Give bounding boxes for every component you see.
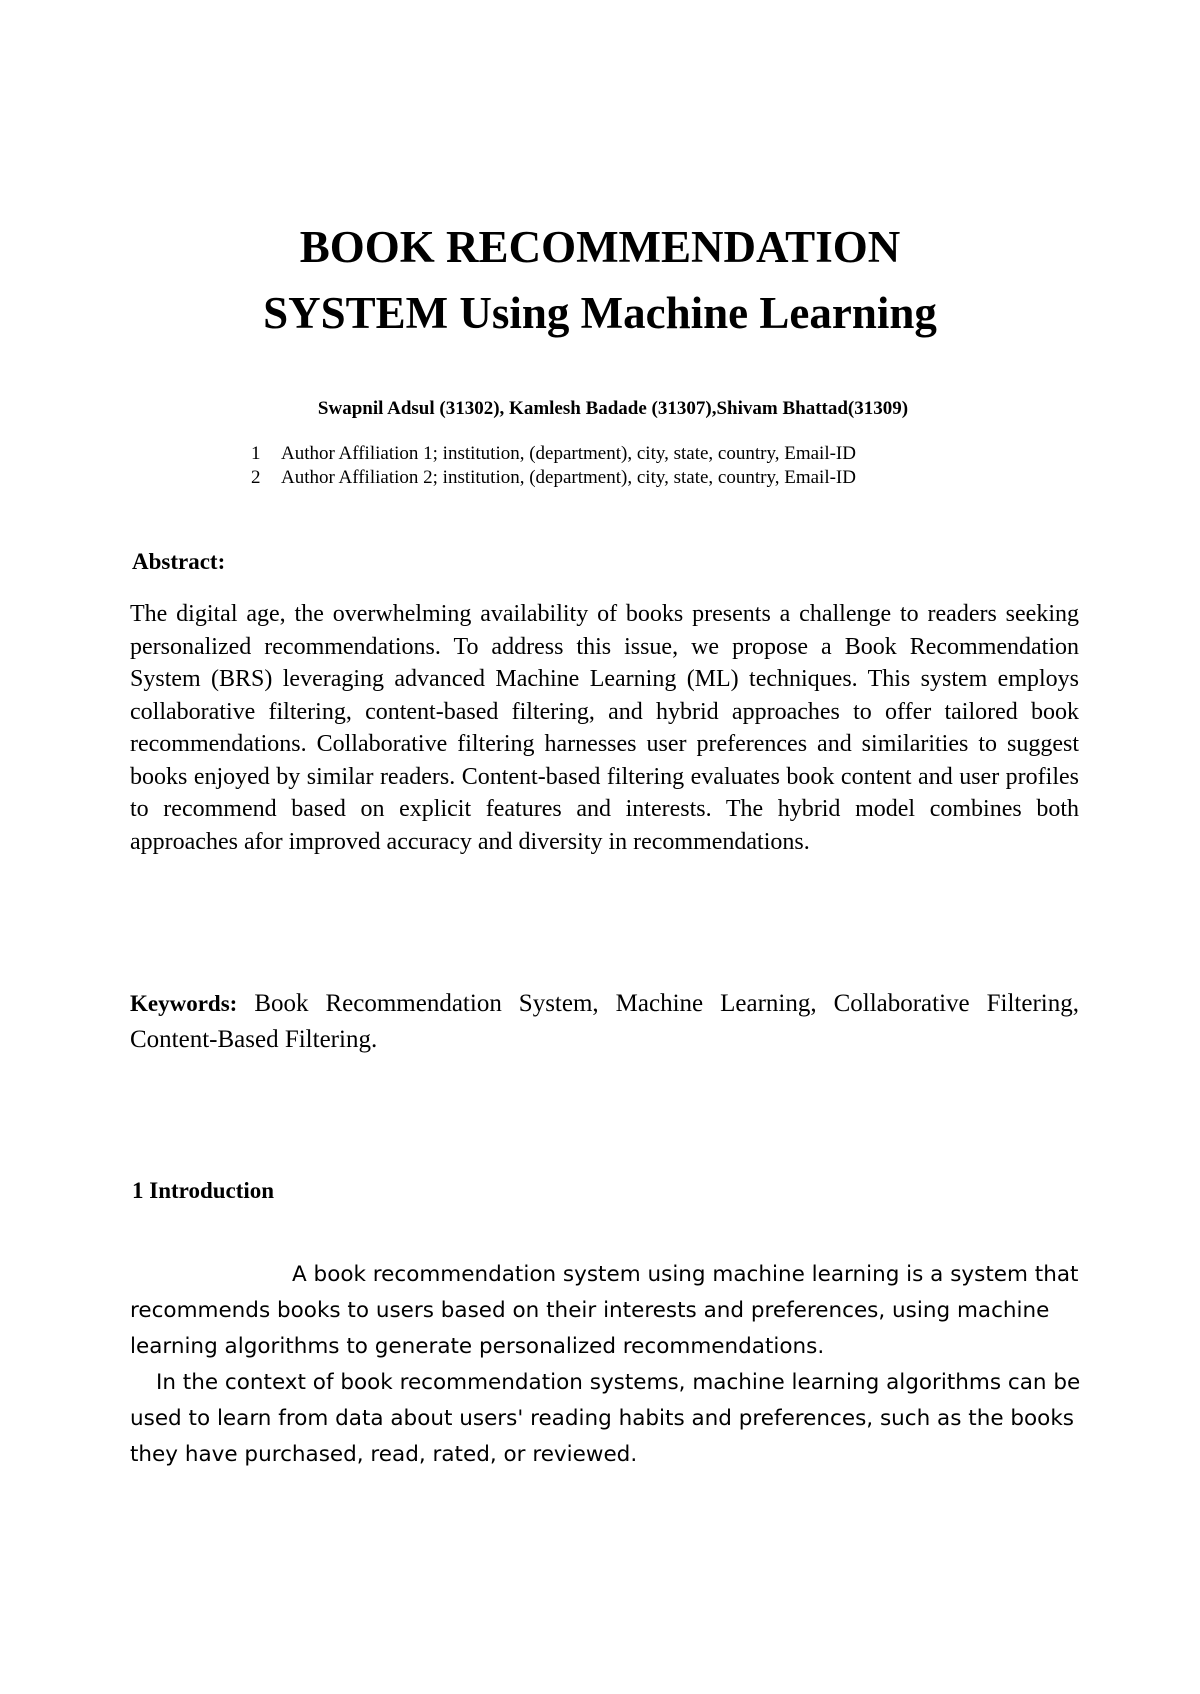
keywords-label: Keywords: xyxy=(130,991,238,1016)
introduction-heading: 1 Introduction xyxy=(132,1178,275,1203)
affiliation-number: 1 xyxy=(251,443,261,464)
affiliation-item xyxy=(251,442,1011,466)
abstract-body: The digital age, the overwhelming availability of books presents a challenge to readers seeking personalized recommendations. To address this issue, we propose a Book Recommendation System (BRS) leveraging advanced Machine Learning (ML) techniques. This system employs collaborative filtering, content-based filtering, and hybrid approaches to offer tailored book recommendations. Collaborative filtering harnesses user preferences and similarities to suggest books enjoyed by similar readers. Content-based filtering evaluates book content and user profiles to recommend based on explicit features and interests. The hybrid model combines both approaches afor improved accuracy and diversity in recommendations. xyxy=(130,601,1079,855)
affiliation-text: Author Affiliation 2; institution, (department), city, state, country, Email-ID xyxy=(281,467,856,488)
paper-title xyxy=(0,214,1200,346)
affiliation-text: Author Affiliation 1; institution, (department), city, state, country, Email-ID xyxy=(281,443,856,464)
author-list: Swapnil Adsul (31302), Kamlesh Badade (31307),Shivam Bhattad(31309) xyxy=(317,398,909,419)
title-line-1: BOOK RECOMMENDATION xyxy=(299,222,901,272)
title-line-2: SYSTEM Using Machine Learning xyxy=(263,288,937,338)
affiliation-list xyxy=(251,442,1011,490)
introduction-body xyxy=(130,1257,1085,1473)
keywords-text: Book Recommendation System, Machine Learning, Collaborative Filtering, Content-Based Filtering. xyxy=(130,990,1079,1053)
affiliation-number: 2 xyxy=(251,467,261,488)
abstract-heading: Abstract: xyxy=(132,549,226,574)
introduction-paragraph-1: A book recommendation system using machine learning is a system that recommends books to users based on their interests and preferences, using machine learning algorithms to generate personalized recommendations. xyxy=(130,1262,1079,1359)
keywords-section xyxy=(130,986,1079,1058)
introduction-paragraph-2: In the context of book recommendation systems, machine learning algorithms can be used to learn from data about users' reading habits and preferences, such as the books they have purchased, read, rated, or reviewed. xyxy=(130,1370,1081,1467)
affiliation-item xyxy=(251,466,1011,490)
